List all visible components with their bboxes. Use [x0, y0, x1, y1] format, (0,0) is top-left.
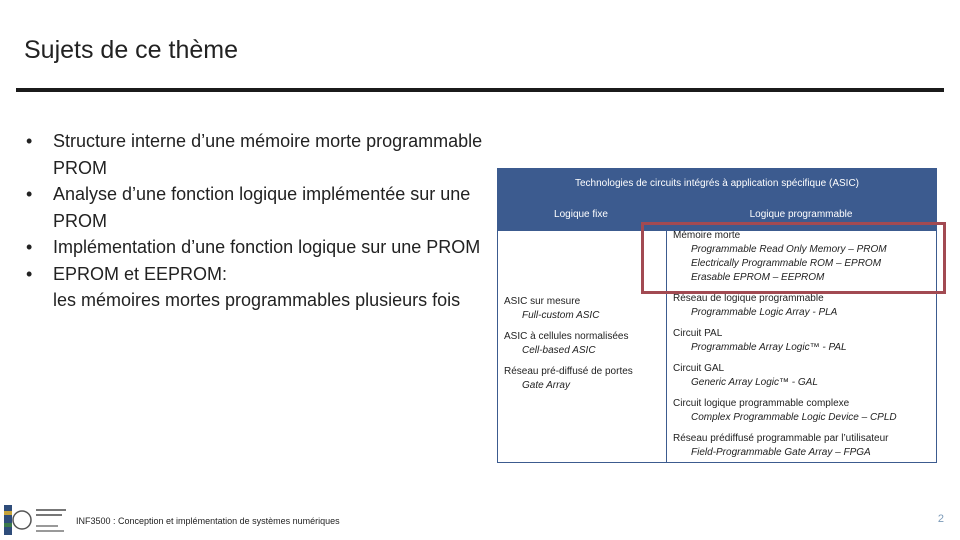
logo-text-line: [36, 525, 58, 527]
table-cell-left: [504, 295, 662, 323]
logo-band: [4, 511, 12, 515]
table-cell-left: [504, 365, 662, 393]
bullet-dot: •: [26, 184, 33, 204]
logo-bar: [4, 505, 12, 535]
footer-course: INF3500 : Conception et implémentation de systèmes numériques: [76, 516, 340, 526]
logo-seal: [13, 511, 31, 529]
cell-item: Programmable Logic Array - PLA: [691, 307, 838, 318]
title-divider: [16, 88, 944, 92]
bullet-list: [26, 128, 496, 314]
table-cell-right: [673, 327, 935, 355]
logo-text-line: [36, 509, 66, 511]
bullet-item: [26, 128, 496, 181]
logo-text-line: [36, 514, 62, 516]
cell-item: Gate Array: [522, 380, 570, 391]
cell-item: Field-Programmable Gate Array – FPGA: [691, 447, 871, 458]
col-header-programmable-logic: Logique programmable: [749, 209, 853, 220]
bullet-text: [53, 261, 496, 314]
polytechnique-logo: [0, 503, 70, 537]
cell-title: Mémoire morte: [673, 230, 741, 241]
logo-text-line: [36, 530, 64, 532]
bullet-text-line2: les mémoires mortes programmables plusieurs fois: [53, 290, 461, 310]
bullet-dot: •: [26, 237, 33, 257]
cell-item: Electrically Programmable ROM – EPROM: [691, 258, 882, 269]
table-cell-right: [673, 432, 935, 460]
cell-title: Circuit logique programmable complexe: [673, 398, 850, 409]
bullet-text: Analyse d’une fonction logique implémentée sur une PROM: [53, 184, 471, 231]
bullet-item: [26, 181, 496, 234]
cell-item: Programmable Array Logic™ - PAL: [691, 342, 847, 353]
cell-item: Programmable Read Only Memory – PROM: [691, 244, 887, 255]
cell-title: Circuit PAL: [673, 328, 723, 339]
col-header-fixed-logic: Logique fixe: [554, 209, 608, 220]
cell-item: Complex Programmable Logic Device – CPLD: [691, 412, 897, 423]
bullet-dot: •: [26, 263, 33, 284]
table-cell-left: [504, 330, 662, 358]
bullet-text-line1: EPROM et EEPROM:: [53, 263, 228, 284]
cell-title: ASIC sur mesure: [504, 296, 581, 307]
page-number: 2: [937, 513, 944, 525]
cell-item: Erasable EPROM – EEPROM: [691, 272, 825, 283]
cell-item: Generic Array Logic™ - GAL: [691, 377, 818, 388]
table-cell-right: [673, 292, 935, 320]
table-cell-right: [673, 397, 935, 425]
slide-title: Sujets de ce thème: [24, 36, 239, 64]
cell-title: Réseau prédiffusé programmable par l’utilisateur: [673, 433, 889, 444]
bullet-text: Structure interne d’une mémoire morte programmable PROM: [53, 131, 483, 178]
asic-table: [497, 168, 937, 462]
cell-item: Cell-based ASIC: [522, 345, 596, 356]
bullet-dot: •: [26, 131, 33, 151]
bullet-text: Implémentation d’une fonction logique sur une PROM: [53, 237, 481, 257]
cell-title: Réseau de logique programmable: [673, 293, 824, 304]
cell-title: Réseau pré-diffusé de portes: [504, 366, 633, 377]
cell-title: ASIC à cellules normalisées: [504, 331, 629, 342]
logo-band: [4, 523, 12, 527]
table-cell-right: [673, 362, 935, 390]
bullet-item: [26, 234, 496, 261]
table-header: Technologies de circuits intégrés à application spécifique (ASIC): [497, 168, 937, 198]
memory-highlight-box: [641, 222, 946, 294]
bullet-item: [26, 261, 496, 314]
cell-title: Circuit GAL: [673, 363, 725, 374]
cell-item: Full-custom ASIC: [522, 310, 600, 321]
